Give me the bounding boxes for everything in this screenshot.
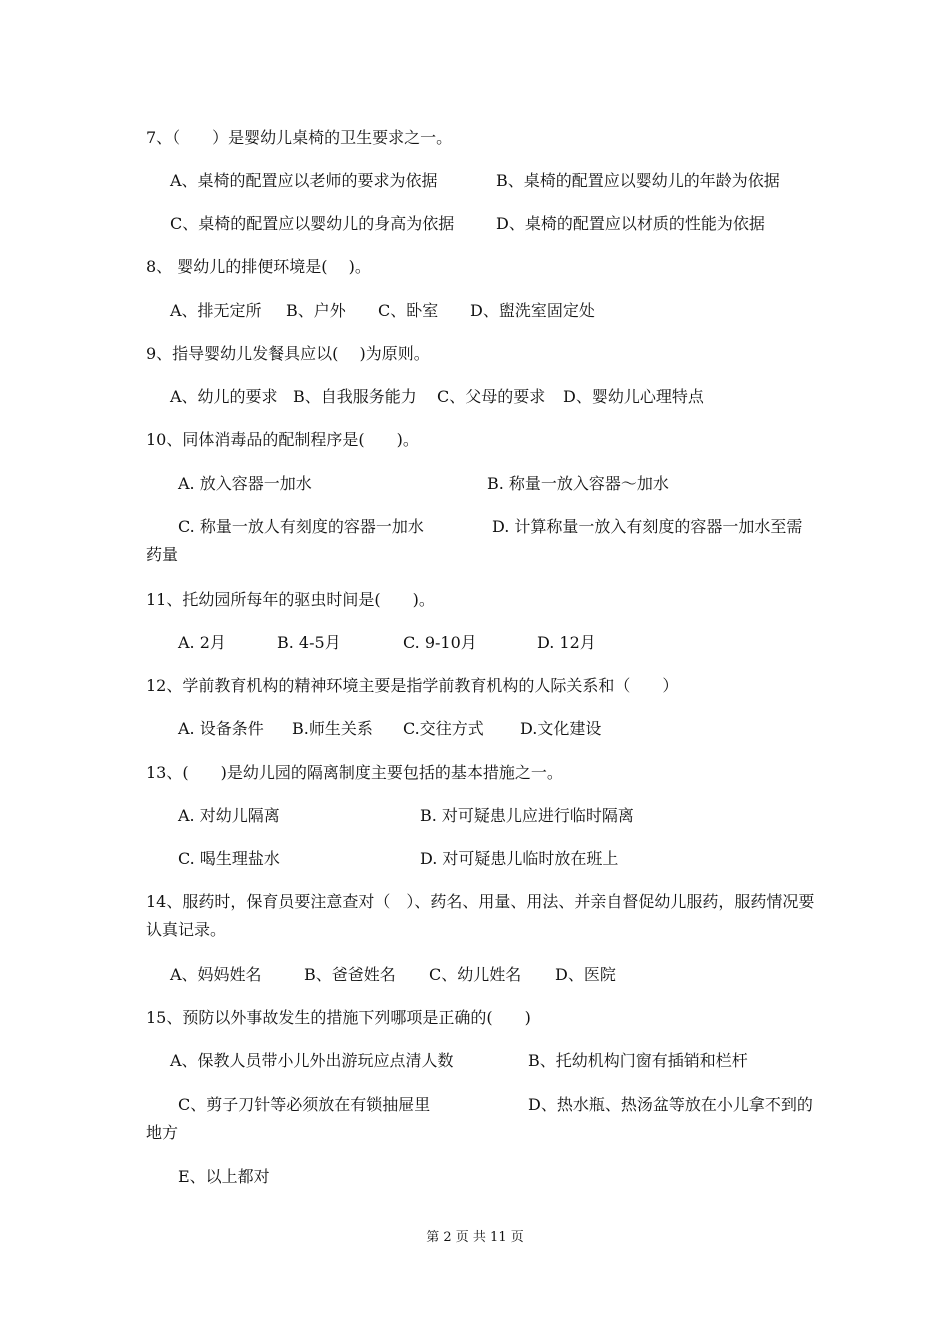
question-15-stem: 15、预防以外事故发生的措施下列哪项是正确的( ) bbox=[146, 1008, 531, 1027]
question-13-stem: 13、( )是幼儿园的隔离制度主要包括的基本措施之一。 bbox=[146, 763, 563, 782]
question-11-option-d: D. 12月 bbox=[537, 633, 596, 652]
question-10-option-d-block bbox=[146, 513, 816, 569]
question-13-option-d: D. 对可疑患儿临时放在班上 bbox=[420, 849, 619, 868]
question-8-option-d: D、盥洗室固定处 bbox=[470, 301, 595, 320]
question-14-option-d: D、医院 bbox=[555, 965, 616, 984]
question-14-option-a: A、妈妈姓名 bbox=[170, 965, 262, 984]
question-11-option-a: A. 2月 bbox=[178, 633, 226, 652]
question-15-option-d-block bbox=[146, 1091, 816, 1147]
question-13-option-b: B. 对可疑患儿应进行临时隔离 bbox=[420, 806, 634, 825]
question-10-option-b: B. 称量一放入容器～加水 bbox=[487, 474, 669, 493]
question-7-option-b: B、桌椅的配置应以婴幼儿的年龄为依据 bbox=[496, 171, 780, 190]
question-15-option-e: E、以上都对 bbox=[178, 1167, 270, 1186]
question-15-option-c: C、剪子刀针等必须放在有锁抽屉里 bbox=[178, 1095, 431, 1114]
question-14-option-b: B、爸爸姓名 bbox=[304, 965, 396, 984]
question-7-stem: 7、（ ）是婴幼儿桌椅的卫生要求之一。 bbox=[146, 128, 453, 147]
question-12-option-c: C.交往方式 bbox=[403, 719, 484, 738]
question-7-option-c: C、桌椅的配置应以婴幼儿的身高为依据 bbox=[170, 214, 455, 233]
question-9-option-b: B、自我服务能力 bbox=[293, 387, 417, 406]
page-footer: 第 2 页 共 11 页 bbox=[426, 1230, 524, 1245]
question-8-option-b: B、户外 bbox=[286, 301, 346, 320]
question-10-option-c: C. 称量一放人有刻度的容器一加水 bbox=[178, 517, 424, 536]
question-7-option-a: A、桌椅的配置应以老师的要求为依据 bbox=[170, 171, 438, 190]
question-12-stem: 12、学前教育机构的精神环境主要是指学前教育机构的人际关系和（ ） bbox=[146, 676, 679, 695]
question-14-stem: 14、服药时，保育员要注意查对（ ）、药名、用量、用法、并亲自督促幼儿服药，服药情况要认真记录。 bbox=[146, 892, 815, 939]
question-11-stem: 11、托幼园所每年的驱虫时间是( )。 bbox=[146, 590, 435, 609]
question-8-stem: 8、 婴幼儿的排便环境是( )。 bbox=[146, 257, 371, 276]
question-15-option-d: D、热水瓶、热汤盆等放在小儿拿不到的地方 bbox=[146, 1095, 813, 1142]
question-10-stem: 10、同体消毒品的配制程序是( )。 bbox=[146, 430, 419, 449]
question-10-option-a: A. 放入容器一加水 bbox=[178, 474, 312, 493]
question-10-option-d: D. 计算称量一放入有刻度的容器一加水至需药量 bbox=[146, 517, 803, 564]
question-12-option-d: D.文化建设 bbox=[520, 719, 602, 738]
question-11-option-c: C. 9-10月 bbox=[403, 633, 477, 652]
question-15-option-a: A、保教人员带小儿外出游玩应点清人数 bbox=[170, 1051, 454, 1070]
question-7-option-d: D、桌椅的配置应以材质的性能为依据 bbox=[496, 214, 765, 233]
question-8-option-c: C、卧室 bbox=[378, 301, 439, 320]
question-12-option-a: A. 设备条件 bbox=[178, 719, 264, 738]
question-13-option-a: A. 对幼儿隔离 bbox=[178, 806, 280, 825]
question-15-option-b: B、托幼机构门窗有插销和栏杆 bbox=[528, 1051, 748, 1070]
question-14-option-c: C、幼儿姓名 bbox=[429, 965, 522, 984]
question-12-option-b: B.师生关系 bbox=[292, 719, 373, 738]
question-9-option-a: A、幼儿的要求 bbox=[170, 387, 278, 406]
question-8-option-a: A、排无定所 bbox=[170, 301, 262, 320]
question-11-option-b: B. 4-5月 bbox=[277, 633, 341, 652]
question-9-option-d: D、婴幼儿心理特点 bbox=[563, 387, 704, 406]
question-9-stem: 9、指导婴幼儿发餐具应以( )为原则。 bbox=[146, 344, 430, 363]
question-9-option-c: C、父母的要求 bbox=[437, 387, 546, 406]
question-13-option-c: C. 喝生理盐水 bbox=[178, 849, 280, 868]
